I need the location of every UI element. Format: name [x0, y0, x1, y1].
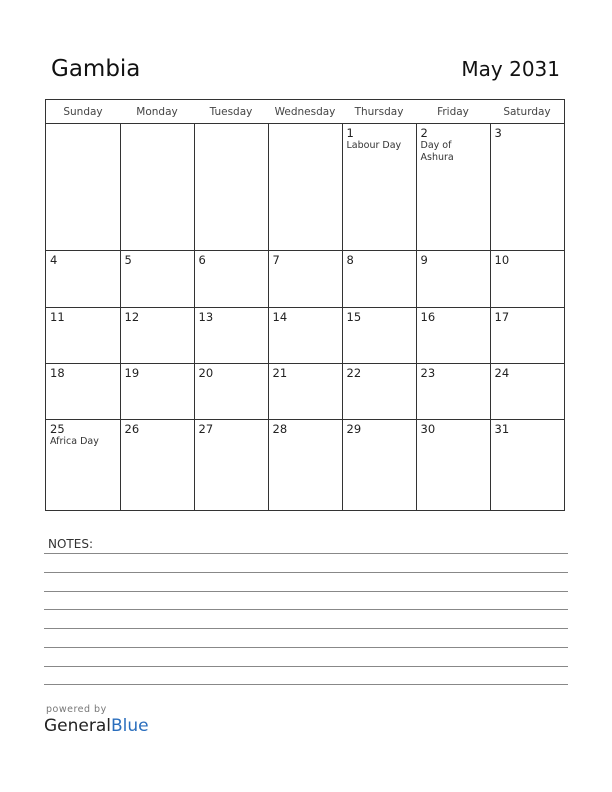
day-number: 30 [420, 422, 436, 437]
day-number: 10 [494, 253, 510, 268]
week-row [46, 307, 564, 363]
day-cell [342, 307, 416, 363]
note-line [44, 684, 568, 685]
day-cell [120, 420, 194, 510]
day-cell [268, 307, 342, 363]
weekday-monday: Monday [120, 100, 194, 124]
day-cell [268, 251, 342, 307]
day-number: 23 [420, 365, 436, 380]
note-line [44, 591, 568, 592]
day-cell [194, 124, 268, 251]
note-line [44, 553, 568, 554]
day-cell [120, 251, 194, 307]
day-cell [268, 420, 342, 510]
day-cell [46, 124, 120, 251]
day-number: 26 [124, 422, 140, 437]
calendar-table [46, 100, 564, 510]
note-line [44, 628, 568, 629]
day-number: 18 [50, 365, 65, 380]
day-cell [342, 420, 416, 510]
day-cell [490, 420, 564, 510]
logo-general-text: General [44, 716, 111, 736]
day-cell [120, 124, 194, 251]
day-number: 14 [272, 309, 288, 324]
day-cell [342, 124, 416, 251]
day-cell [46, 307, 120, 363]
week-row [46, 124, 564, 251]
day-number: 29 [346, 422, 362, 437]
weekday-thursday: Thursday [342, 100, 416, 124]
note-line [44, 647, 568, 648]
powered-by-label: powered by [46, 704, 107, 715]
calendar-grid [45, 99, 565, 511]
month-year-title: May 2031 [461, 57, 560, 81]
weekday-tuesday: Tuesday [194, 100, 268, 124]
day-cell [120, 363, 194, 419]
day-cell [342, 363, 416, 419]
day-cell [120, 307, 194, 363]
logo-blue-text: Blue [111, 716, 149, 736]
day-number: 1 [346, 126, 354, 140]
day-cell [194, 363, 268, 419]
day-cell [416, 363, 490, 419]
day-number: 17 [494, 309, 510, 324]
weekday-header-row [46, 100, 564, 124]
day-cell [268, 363, 342, 419]
day-number: 27 [198, 422, 214, 437]
day-number: 28 [272, 422, 288, 437]
day-cell [490, 363, 564, 419]
day-number: 31 [494, 422, 510, 437]
day-number: 5 [124, 253, 132, 268]
day-number: 9 [420, 253, 428, 268]
day-number: 2 [420, 126, 428, 140]
note-line [44, 666, 568, 667]
weekday-friday: Friday [416, 100, 490, 124]
day-number: 6 [198, 253, 206, 268]
country-title: Gambia [51, 56, 141, 82]
day-cell [416, 251, 490, 307]
day-number: 11 [50, 309, 65, 324]
note-line [44, 609, 568, 610]
day-number: 3 [494, 126, 502, 140]
day-cell [194, 251, 268, 307]
day-number: 16 [420, 309, 436, 324]
day-number: 21 [272, 365, 288, 380]
holiday-label: Labour Day [346, 140, 402, 151]
week-row [46, 420, 564, 510]
weekday-saturday: Saturday [490, 100, 564, 124]
day-number: 24 [494, 365, 510, 380]
day-cell [416, 124, 490, 251]
day-cell [342, 251, 416, 307]
day-cell [194, 420, 268, 510]
day-number: 25 [50, 422, 65, 437]
day-cell [416, 307, 490, 363]
week-row [46, 363, 564, 419]
note-line [44, 572, 568, 573]
day-cell [490, 124, 564, 251]
day-number: 20 [198, 365, 214, 380]
day-cell [416, 420, 490, 510]
day-number: 15 [346, 309, 362, 324]
day-cell [46, 420, 120, 510]
day-number: 8 [346, 253, 354, 268]
notes-label: NOTES: [48, 537, 93, 551]
day-number: 7 [272, 253, 280, 268]
generalblue-logo [44, 716, 149, 736]
day-number: 13 [198, 309, 214, 324]
day-number: 12 [124, 309, 140, 324]
week-row [46, 251, 564, 307]
weekday-sunday: Sunday [46, 100, 120, 124]
day-cell [268, 124, 342, 251]
weekday-wednesday: Wednesday [268, 100, 342, 124]
day-cell [46, 251, 120, 307]
day-number: 4 [50, 253, 58, 268]
day-cell [194, 307, 268, 363]
holiday-label: Day of Ashura [420, 140, 454, 163]
day-number: 19 [124, 365, 140, 380]
day-cell [490, 251, 564, 307]
holiday-label: Africa Day [50, 436, 99, 448]
day-cell [46, 363, 120, 419]
day-cell [490, 307, 564, 363]
day-number: 22 [346, 365, 362, 380]
